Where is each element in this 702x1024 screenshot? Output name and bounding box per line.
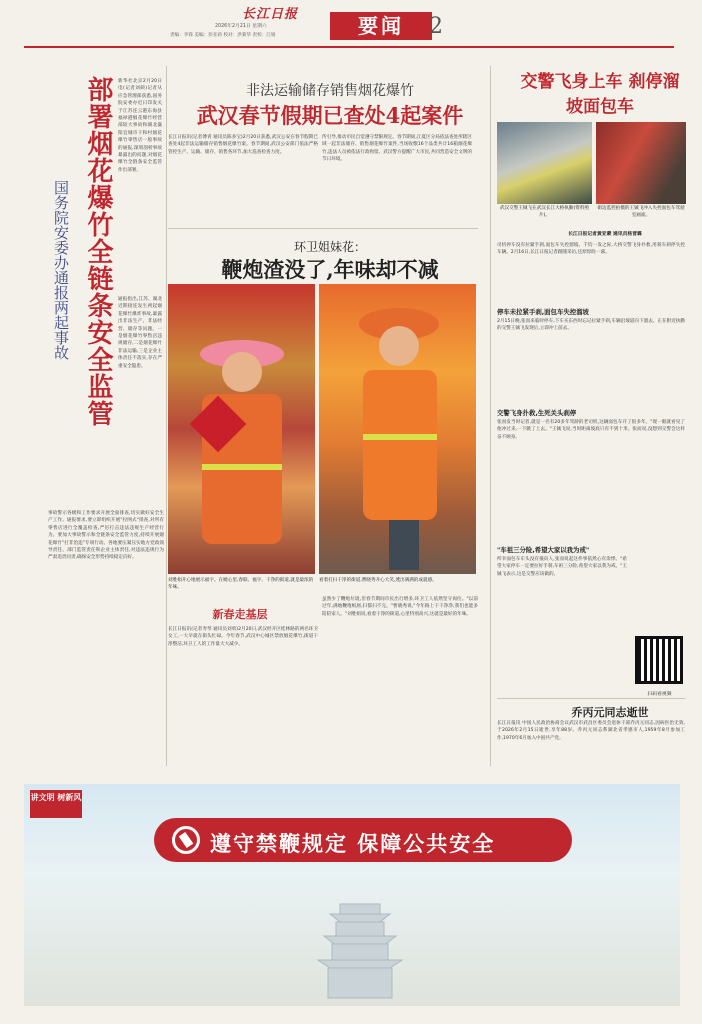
photo-caption: 武汉交警王铖飞在武汉长江大桥执勤(资料照片)。 [499,206,590,218]
story-body: 2月15日晚,张而来临时停车,下车买东西时忘记拉紧手刹,车辆沿坡道向下溜去。正在附近执勤的交警王铖飞发现后,立即冲上前去。 [497,319,685,332]
divider [168,228,478,229]
editor-credits: 责编：李锋 美编：彭亚莉 校对：洪菊华 责校：江娟 [170,33,276,38]
issue-date: 2026年2月21日 星期六 [215,24,267,29]
column-divider [490,66,491,766]
column-tag: 新春走基层 [212,608,268,621]
obituary-body: 长江日报讯 中国人民政治协商会议武汉市武昌区委员会退休干部乔丙元同志,因病医治无效,于2026年2月15日逝世,享年88岁。乔丙元同志系湖北省孝感市人,1959年8月参加工作,1970年6月加入中国共产党。 [497,721,685,741]
story-kicker: 非法运输储存销售烟花爆竹 [246,83,414,99]
banner-tag: 讲文明 树新风 [30,790,82,818]
photo-caption: 刘胜娟开心地展示福字。在她心里,春联、福字、干净的街道,就是最浓的年味。 [168,578,314,590]
yellow-crane-tower-icon [300,884,420,1004]
divider [497,698,685,699]
section-subhead: 停车未拉紧手刹,面包车失控溜坡 [497,308,589,316]
photo-traffic-police [497,122,592,204]
story-body: 司机停车没有拉紧手刹,面包车失控溜坡。千钧一发之际,大桥交警飞身扑救,用刹车刹停失控车辆。2月16日,长江日报记者跟随采访,还原惊险一幕。 [497,243,685,256]
photo-surveillance [596,122,686,204]
story-body: 虽然少了鞭炮垃圾,但春节期间市民出行增多,环卫工人依然坚守岗位。"以前过年,满地鞭炮纸屑,扫都扫不完。"曹晓秀说,"今年路上干干净净,我们也能多陪陪家人。"刘胜娟说,看着干净的街道,心里特别高兴,这就是最好的年味。 [322,597,478,617]
story-byline: 长江日报记者黄亚蒙 通讯员杨晋霖 [568,232,642,237]
banner-slogan: 遵守禁鞭规定 保障公共安全 [210,831,496,856]
worker-illustration [319,284,476,574]
column-divider [166,66,167,766]
lead-body-column: 通报指出,江苏、湖北近期接连发生两起烟花爆竹爆炸事故,暴露出非法生产、非法经营、储存等问题。一是烟花爆竹零售店违规储存,二是烟花爆竹非法运输,三是企业主体责任不落实,存在严重安全隐患。 [118,297,162,369]
story-headline: 武汉春节假期已查处4起案件 [196,103,464,128]
masthead-rule [24,46,674,48]
lead-body-intro: 新华社北京2月20日电(记者刘硕)记者从应急管理部获悉,国务院安委办近日印发关于江苏连云港东海县福禄港烟花爆竹经营部较大事故和湖北襄阳宜城市干和村烟花爆竹零售店一般事故的通报,深刻剖析事故暴露出的问题,对烟花爆竹全链条安全监管作出部署。 [118,79,162,173]
worker-illustration [168,284,315,574]
section-tab: 要闻 [330,12,432,40]
lead-headline: 部署烟花爆竹全链条安全监管 [83,76,113,427]
story-body: 所幸面包车车头没有撞向人,张而说起这件事依然心有余悸。"希望大家停车一定要拉好手刹,车祖三分险,希望大家以我为戒。"王铖飞表示,这是交警应该做的。 [497,557,627,577]
lead-body-bottom: 事故警示各级和工作要求开展全面排查,切实做好安全生产工作。通报要求,要立即组织开展"拉网式"排查,对所有零售店进行全覆盖检查,严厉打击违法违规生产经营行为。要加大事故警示和全链条安全监管力度,持续开展烟花爆竹"打非治违"专项行动。各地要压紧压实地方党政领导责任、部门监管责任和企业主体责任,对违法违规行为严肃追责问责,确保安全形势持续稳定向好。 [48,511,164,561]
lead-subheadline: 国务院安委办通报两起事故 [52,180,70,360]
photo-caption: 看着打扫干净的街道,曹晓秀开心大笑,透出满满的成就感。 [319,578,437,583]
newspaper-logo: 长江日报 [242,7,299,22]
page-number: 2 [429,14,443,39]
section-subhead: "车祖三分险,希望大家以我为戒" [497,546,590,554]
story-body: 长江日报讯(记者寿琴 通讯员刘勇)2月20日,武汉经开区桂林路的两名环卫女工,一大早就在街头忙碌。今年春节,武汉中心城区禁放烟花爆竹,街道干净整洁,环卫工人的工作量大大减少。 [168,627,318,647]
story-body: 张而发当时记者,就是一名有20多年驾龄的老司机,这辆面包车开了很多年。"现一眼就看见了他冲过来,一下跳了上去。"王铖飞说,当时距离坡底只有不到十米。张而说,没想到交警会这样奋不顾身。 [497,420,685,440]
qr-caption: 扫码看视频 [647,692,672,697]
story-headline: 鞭炮渣没了,年味却不减 [221,257,439,282]
qr-code[interactable] [635,636,683,684]
story-kicker: 环卫姐妹花： [293,240,366,254]
story-body: 长江日报讯(记者傅青 通讯员陈多宝)2月20日获悉,武汉公安在春节假期已查处4起非法运输储存销售烟花爆竹案。春节期间,武汉公安部门依法严格管控生产、运输、储存、销售各环节,加大巡查检查力度。 [168,135,318,155]
obituary-title: 乔丙元同志逝世 [571,706,649,719]
photo-caption: 街边监控拍摄的王铖飞冲入失控面包车驾驶室画面。 [597,206,685,218]
story-headline: 交警飞身上车 刹停溜坡面包车 [520,72,680,117]
section-subhead: 交警飞身扑救,生死关头刹停 [497,409,577,417]
photo-sanitation-worker-2 [319,284,476,574]
photo-sanitation-worker-1 [168,284,315,574]
story-body: 传引导,推动市民自觉遵守禁限规定。春节期间,江夏区分局依法查处所辖区域一起非法储存、销售烟花爆竹案件,当场收缴16个品类共计16箱烟花爆竹,违法人员被依法行政拘留。武汉警方提醒广大市民,共同营造安全文明的节日环境。 [322,135,472,163]
